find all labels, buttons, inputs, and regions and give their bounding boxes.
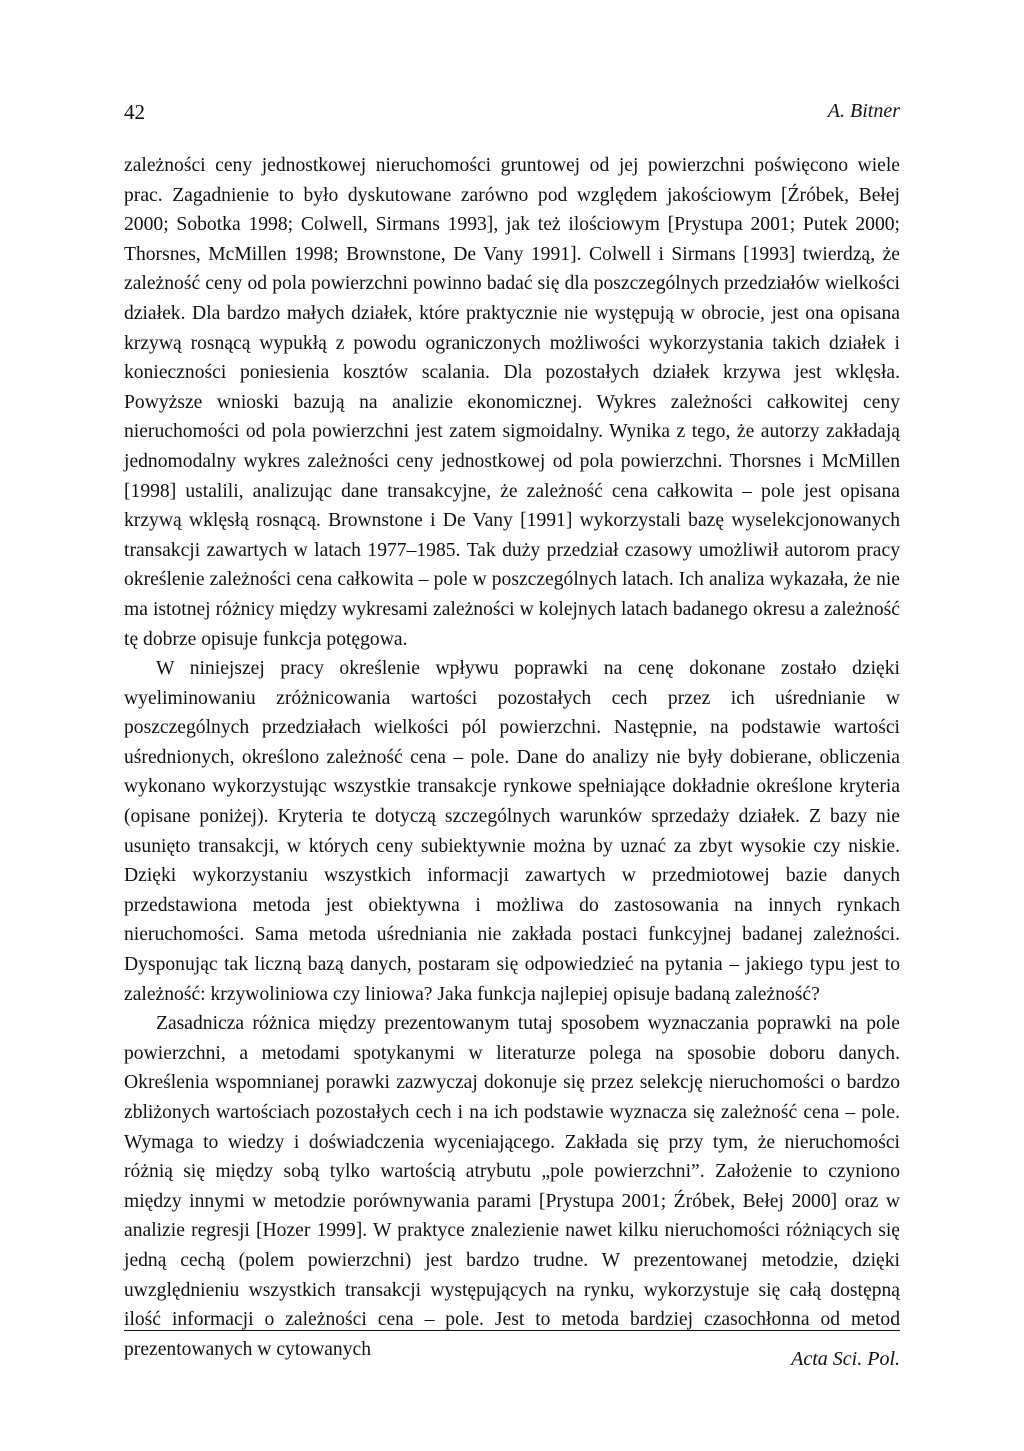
running-head-author: A. Bitner: [827, 100, 900, 122]
page-header: [124, 100, 900, 134]
paragraph-2: W niniejszej pracy określenie wpływu poprawki na cenę dokonane zostało dzięki wyeliminowaniu zróżnicowania wartości pozostałych cech przez ich uśrednianie w poszczególnych przedziałach wielkości pól powierzchni. Następnie, na podstawie wartości uśrednionych, określono zależność cena – pole. Dane do analizy nie były dobierane, obliczenia wykonano wykorzystując wszystkie transakcje rynkowe spełniające dokładnie określone kryteria (opisane poniżej). Kryteria te dotyczą szczególnych warunków sprzedaży działek. Z bazy nie usunięto transakcji, w których ceny subiektywnie można by uznać za zbyt wysokie czy niskie. Dzięki wykorzystaniu wszystkich informacji zawartych w przedmiotowej bazie danych przedstawiona metoda jest obiektywna i możliwa do zastosowania na innych rynkach nieruchomości. Sama metoda uśredniania nie zakłada postaci funkcyjnej badanej zależności. Dysponując tak liczną bazą danych, postaram się odpowiedzieć na pytania – jakiego typu jest to zależność: krzywoliniowa czy liniowa? Jaka funkcja najlepiej opisuje badaną zależność?: [124, 658, 900, 1005]
page-number: 42: [124, 100, 145, 124]
paragraph-1: zależności ceny jednostkowej nieruchomości gruntowej od jej powierzchni poświęcono wiele prac. Zagadnienie to było dyskutowane zarówno pod względem jakościowym [Źróbek, Bełej 2000; Sobotka 1998; Colwell, Sirmans 1993], jak też ilościowym [Prystupa 2001; Putek 2000; Thorsnes, McMillen 1998; Brownstone, De Vany 1991]. Colwell i Sirmans [1993] twierdzą, że zależność ceny od pola powierzchni powinno badać się dla poszczególnych przedziałów wielkości działek. Dla bardzo małych działek, które praktycznie nie występują w obrocie, jest ona opisana krzywą rosnącą wypukłą z powodu ograniczonych możliwości wykorzystania takich działek i konieczności poniesienia kosztów scalania. Dla pozostałych działek krzywa jest wklęsła. Powyższe wnioski bazują na analizie ekonomicznej. Wykres zależności całkowitej ceny nieruchomości od pola powierzchni jest zatem sigmoidalny. Wynika z tego, że autorzy zakładają jednomodalny wykres zależności ceny jednostkowej od pola powierzchni. Thorsnes i McMillen [1998] ustalili, analizując dane transakcyjne, że zależność cena całkowita – pole jest opisana krzywą wklęsłą rosnącą. Brownstone i De Vany [1991] wykorzystali bazę wyselekcjonowanych transakcji zawartych w latach 1977–1985. Tak duży przedział czasowy umożliwił autorom pracy określenie zależności cena całkowita – pole w poszczególnych latach. Ich analiza wykazała, że nie ma istotnej różnicy między wykresami zależności w kolejnych latach badanego okresu a zależność tę dobrze opisuje funkcja potęgowa.: [124, 155, 900, 650]
body-text: [124, 151, 900, 1364]
footer-journal-name: Acta Sci. Pol.: [791, 1348, 900, 1370]
paragraph-3: Zasadnicza różnica między prezentowanym tutaj sposobem wyznaczania poprawki na pole powierzchni, a metodami spotykanymi w literaturze polega na sposobie doboru danych. Określenia wspomnianej porawki zazwyczaj dokonuje się przez selekcję nieruchomości o bardzo zbliżonych wartościach pozostałych cech i na ich podstawie wyznacza się zależność cena – pole. Wymaga to wiedzy i doświadczenia wyceniającego. Zakłada się przy tym, że nieruchomości różnią się między sobą tylko wartością atrybutu „pole powierzchni”. Założenie to czyniono między innymi w metodzie porównywania parami [Prystupa 2001; Źróbek, Bełej 2000] oraz w analizie regresji [Hozer 1999]. W praktyce znalezienie nawet kilku nieruchomości różniących się jedną cechą (polem powierzchni) jest bardzo trudne. W prezentowanej metodzie, dzięki uwzględnieniu wszystkich transakcji występujących na rynku, wykorzystuje się całą dostępną ilość informacji o zależności cena – pole. Jest to metoda bardziej czasochłonna od metod prezentowanych w cytowanych: [124, 1013, 900, 1360]
footer-rule: [124, 1330, 900, 1331]
